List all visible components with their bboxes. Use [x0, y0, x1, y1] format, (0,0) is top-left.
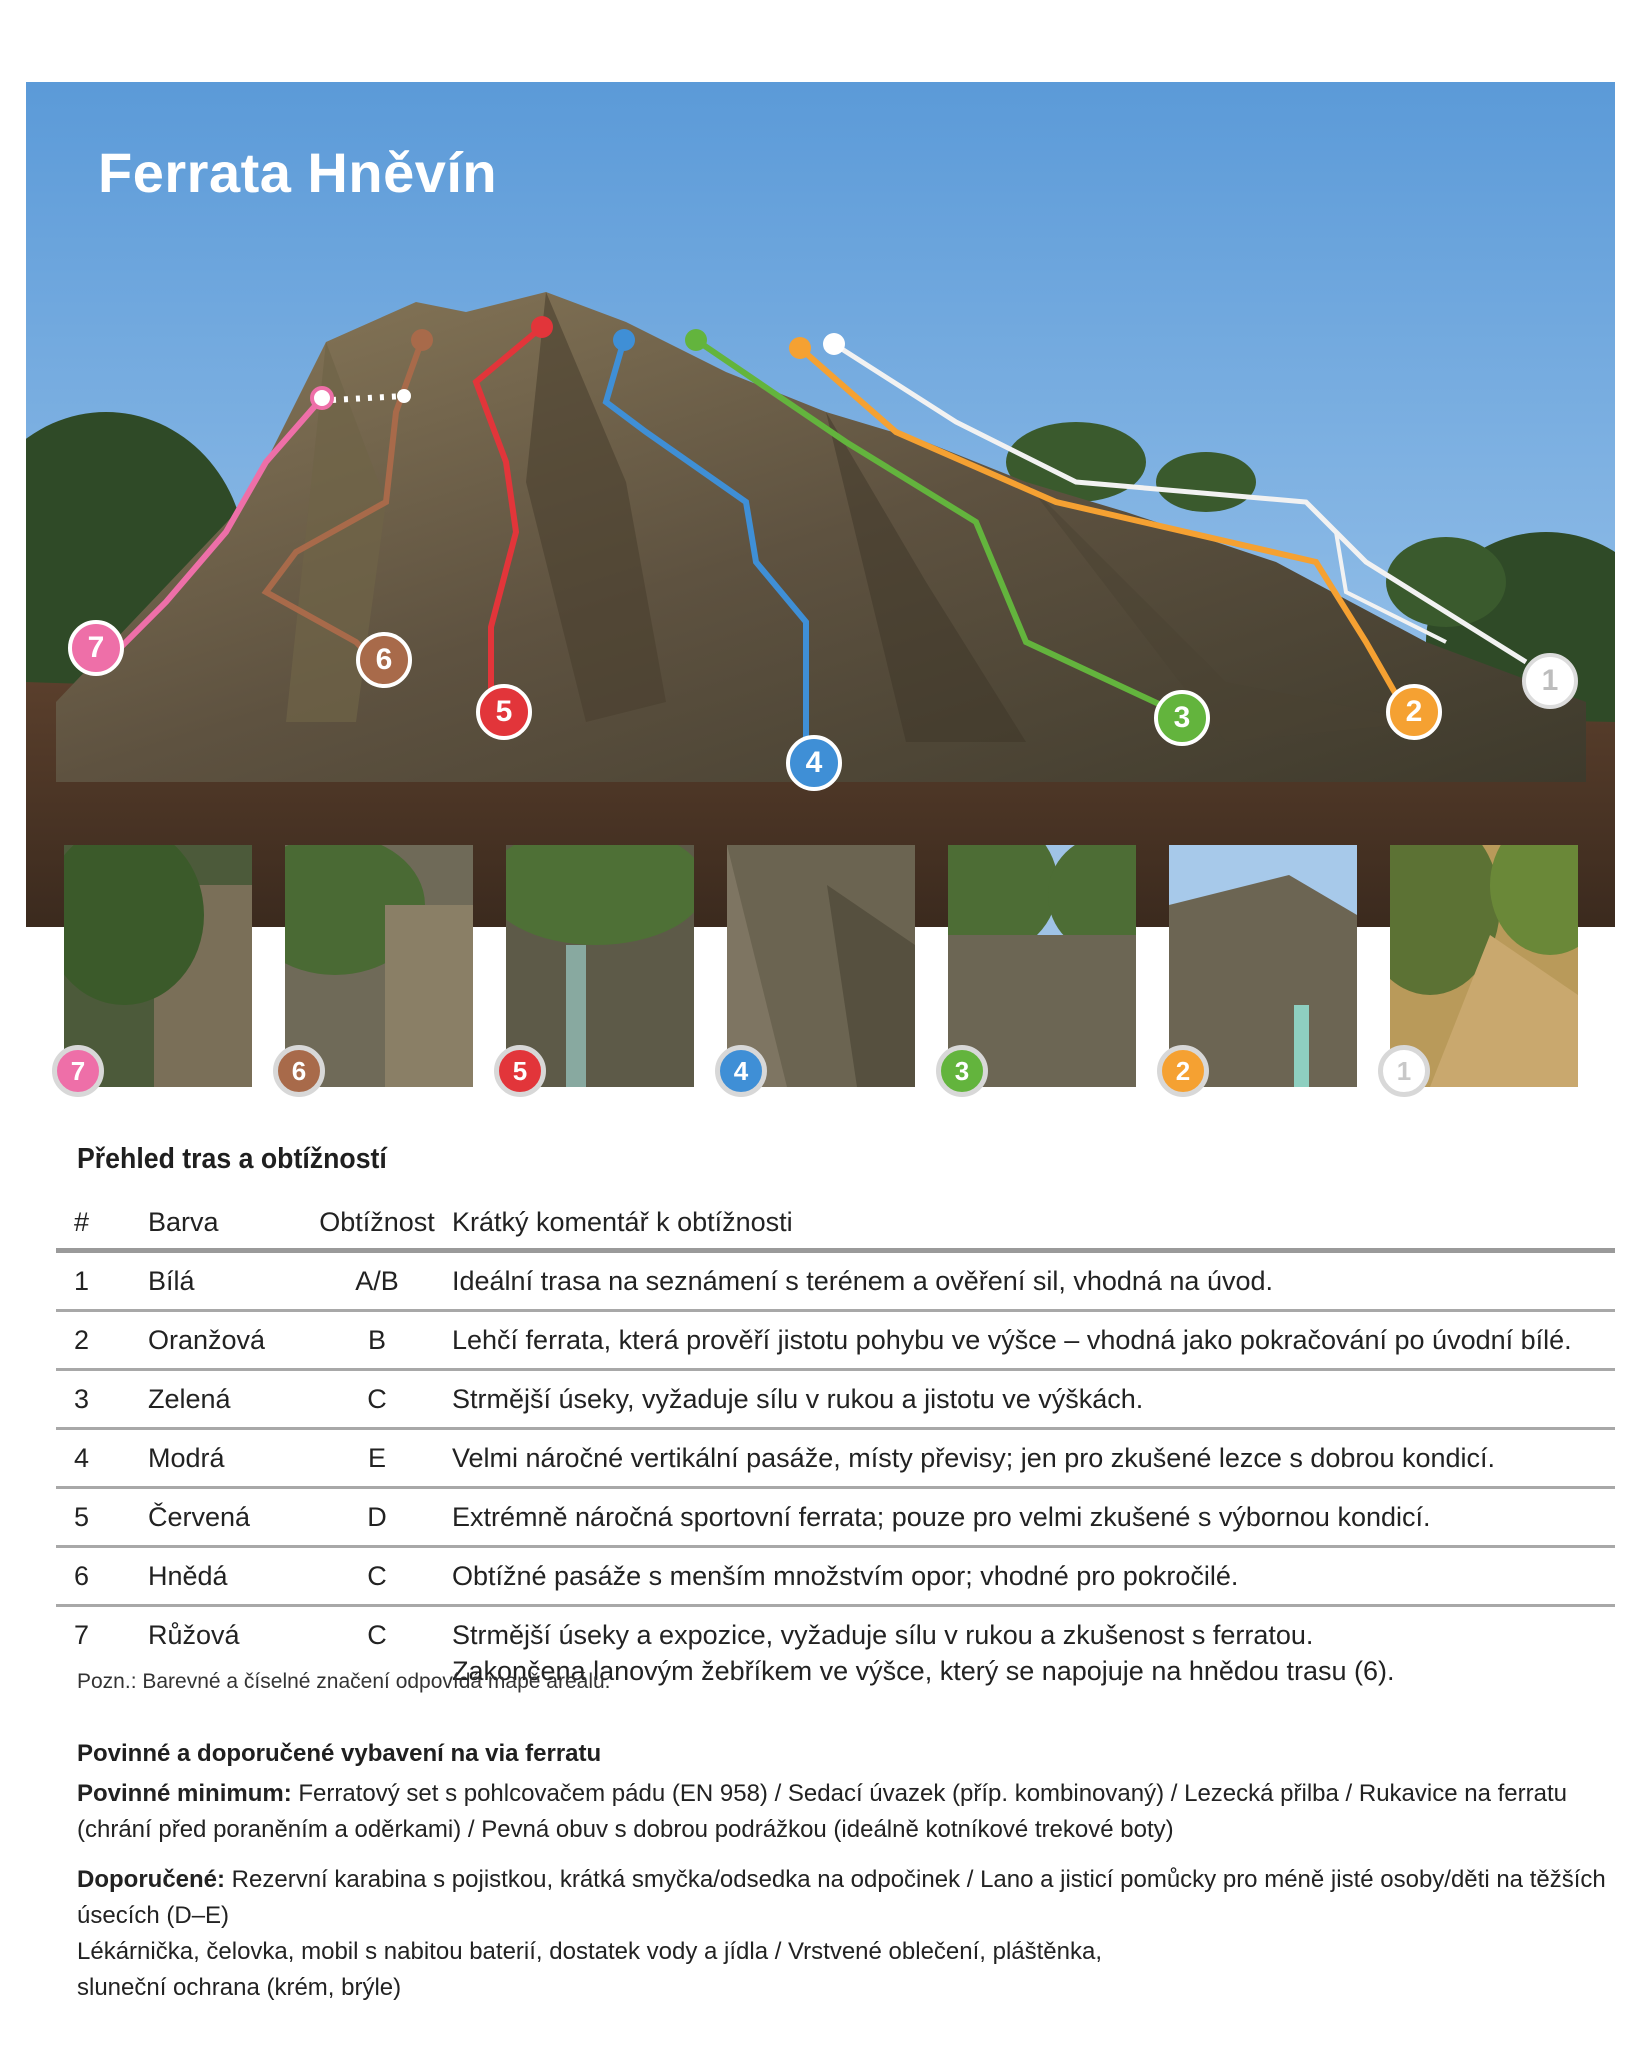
- table-header-row: [56, 1195, 1615, 1251]
- table-row: [56, 1311, 1615, 1370]
- row-comment: [452, 1606, 1615, 1700]
- thumbnail-badge-1: 1: [1378, 1045, 1430, 1097]
- row-comment: Extrémně náročná sportovní ferrata; pouze pro velmi zkušené s výbornou kondicí.: [452, 1502, 1431, 1532]
- row-difficulty: C: [367, 1620, 387, 1650]
- row-comment: Obtížné pasáže s menším množstvím opor; vhodné pro pokročilé.: [452, 1561, 1239, 1591]
- row-difficulty: E: [367, 1443, 386, 1473]
- row-color: Růžová: [148, 1620, 240, 1650]
- row-number: 3: [74, 1384, 90, 1414]
- row-comment: Lehčí ferrata, která prověří jistotu pohybu ve výšce – vhodná jako pokračování po úvodní bílé.: [452, 1325, 1572, 1355]
- row-difficulty: D: [367, 1502, 387, 1532]
- row-difficulty: C: [367, 1384, 387, 1414]
- mandatory-label: Povinné minimum:: [77, 1780, 292, 1807]
- thumbnail-badge-6: 6: [273, 1045, 325, 1097]
- recommended-line-1: Rezervní karabina s pojistkou, krátká smyčka/odsedka na odpočinek / Lano a jisticí pomůcky pro méně jisté osoby/děti na těžších úsecích (D–E): [77, 1866, 1606, 1929]
- thumbnail-badge-2: 2: [1157, 1045, 1209, 1097]
- row-color: Hnědá: [148, 1561, 228, 1591]
- table-row: [56, 1251, 1615, 1311]
- row-difficulty: A/B: [355, 1266, 399, 1296]
- row-comment: Ideální trasa na seznámení s terénem a ověření sil, vhodná na úvod.: [452, 1266, 1273, 1296]
- thumbnail-badge-4: 4: [715, 1045, 767, 1097]
- column-header-color: Barva: [148, 1207, 219, 1237]
- table-note: Pozn.: Barevné a číselné značení odpovídá mapě areálu.: [77, 1670, 611, 1693]
- thumbnail-badge-3: 3: [936, 1045, 988, 1097]
- route-marker-4: 4: [786, 735, 842, 791]
- column-header-comment: Krátký komentář k obtížnosti: [452, 1207, 793, 1237]
- recommended-line-2: Lékárnička, čelovka, mobil s nabitou baterií, dostatek vody a jídla / Vrstvené oblečení, pláštěnka,: [77, 1938, 1103, 1965]
- column-header-difficulty: Obtížnost: [319, 1207, 435, 1237]
- page-title: Ferrata Hněvín: [98, 141, 498, 204]
- recommended-equipment: [77, 1862, 1617, 2006]
- hero-photo: [26, 82, 1615, 927]
- mandatory-equipment: [77, 1776, 1617, 1848]
- row-color: Modrá: [148, 1443, 225, 1473]
- row-number: 4: [74, 1443, 90, 1473]
- table-row: [56, 1488, 1615, 1547]
- table-row: [56, 1547, 1615, 1606]
- row-number: 1: [74, 1266, 90, 1296]
- row-number: 5: [74, 1502, 90, 1532]
- routes-table: [56, 1195, 1615, 1699]
- table-row: [56, 1429, 1615, 1488]
- route-marker-5: 5: [476, 684, 532, 740]
- route-thumbnails: [0, 845, 1639, 1100]
- row-color: Červená: [148, 1502, 251, 1532]
- row-number: 2: [74, 1325, 90, 1355]
- route-marker-6: 6: [356, 632, 412, 688]
- row-number: 6: [74, 1561, 90, 1591]
- mandatory-line-1: Ferratový set s pohlcovačem pádu (EN 958) / Sedací úvazek (příp. kombinovaný) / Lezecká přilba / Rukavice na ferratu: [291, 1780, 1567, 1807]
- route-marker-2: 2: [1386, 684, 1442, 740]
- rock-illustration: [26, 82, 1615, 927]
- row-difficulty: C: [367, 1561, 387, 1591]
- row-color: Zelená: [148, 1384, 231, 1414]
- overview-heading: Přehled tras a obtížností: [77, 1143, 387, 1175]
- table-row: [56, 1370, 1615, 1429]
- row-comment: Velmi náročné vertikální pasáže, místy převisy; jen pro zkušené lezce s dobrou kondicí.: [452, 1443, 1496, 1473]
- recommended-line-3: sluneční ochrana (krém, brýle): [77, 1974, 402, 2001]
- recommended-label: Doporučené:: [77, 1866, 226, 1893]
- row-color: Bílá: [148, 1266, 195, 1296]
- route-marker-7: 7: [68, 620, 124, 676]
- route-marker-1: 1: [1522, 653, 1578, 709]
- row-comment: Strmější úseky, vyžaduje sílu v rukou a jistotu ve výškách.: [452, 1384, 1144, 1414]
- column-header-number: #: [74, 1207, 90, 1237]
- route-marker-3: 3: [1154, 690, 1210, 746]
- row-comment-line-2: Zakončena lanovým žebříkem ve výšce, který se napojuje na hnědou trasu (6).: [452, 1656, 1395, 1686]
- thumbnail-badge-7: 7: [52, 1045, 104, 1097]
- row-number: 7: [74, 1620, 90, 1650]
- thumbnail-badge-5: 5: [494, 1045, 546, 1097]
- row-comment-line-1: Strmější úseky a expozice, vyžaduje sílu v rukou a zkušenost s ferratou.: [452, 1620, 1314, 1650]
- row-difficulty: B: [367, 1325, 386, 1355]
- mandatory-line-2: (chrání před poraněním a oděrkami) / Pevná obuv s dobrou podrážkou (ideálně kotníkové trekové boty): [77, 1816, 1174, 1843]
- row-color: Oranžová: [148, 1325, 266, 1355]
- equipment-heading: Povinné a doporučené vybavení na via ferratu: [77, 1740, 602, 1767]
